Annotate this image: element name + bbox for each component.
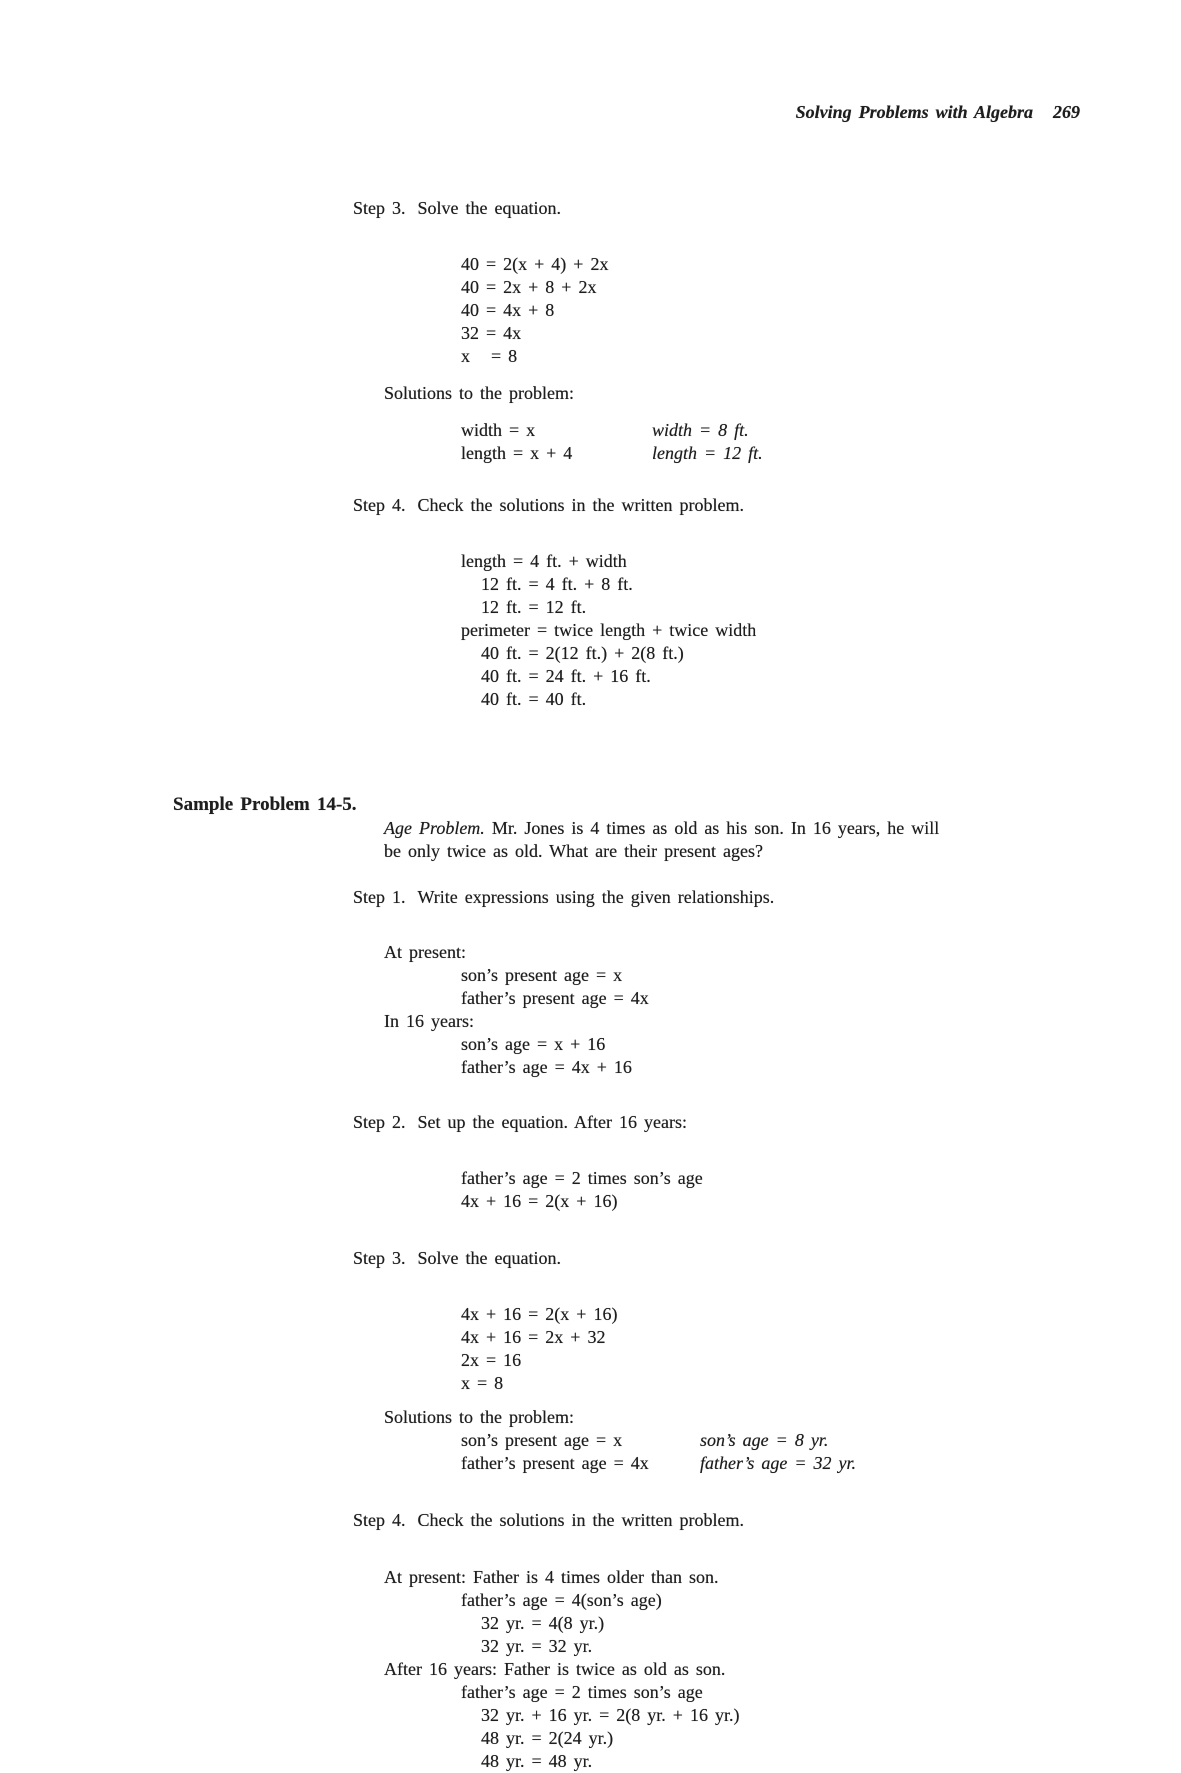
expression-line: father’s age = 4x + 16 xyxy=(461,1057,632,1077)
check-line: 40 ft. = 24 ft. + 16 ft. xyxy=(481,666,651,686)
statement-rest: Mr. Jones is 4 times as old as his son. In 16 years, he will xyxy=(484,818,940,838)
step-4-heading xyxy=(311,471,1181,540)
check-line: 32 yr. = 4(8 yr.) xyxy=(481,1613,605,1633)
expression-line: At present: xyxy=(384,942,466,962)
check-line: 12 ft. = 4 ft. + 8 ft. xyxy=(481,574,633,594)
check-line: father’s age = 2 times son’s age xyxy=(461,1682,703,1702)
solution-symbolic: father’s present age = 4x xyxy=(461,1453,649,1473)
step-3-heading xyxy=(311,174,1181,243)
step-label: Step 4. xyxy=(353,495,406,515)
solution-symbolic: width = x xyxy=(461,420,536,440)
step-text: Set up the equation. After 16 years: xyxy=(417,1112,687,1132)
step-text: Solve the equation. xyxy=(417,198,561,218)
step-label: Step 4. xyxy=(353,1510,406,1530)
check-line: After 16 years: Father is twice as old as son. xyxy=(384,1659,726,1679)
solution-row xyxy=(461,1452,1181,1475)
check-line: 48 yr. = 2(24 yr.) xyxy=(481,1728,614,1748)
solution-value: length = 12 ft. xyxy=(652,443,763,463)
solution-row xyxy=(461,1429,1181,1452)
step-3-heading xyxy=(311,1224,1181,1293)
equation-line: 40 = 2x + 8 + 2x xyxy=(461,277,597,297)
equation-line: 4x + 16 = 2(x + 16) xyxy=(461,1191,618,1211)
check-line: length = 4 ft. + width xyxy=(461,551,627,571)
solution-row xyxy=(461,419,1181,442)
check-line: 12 ft. = 12 ft. xyxy=(481,597,587,617)
equation-line: x = 8 xyxy=(461,346,518,366)
step-4-heading xyxy=(311,1486,1181,1555)
check-block xyxy=(0,550,1181,711)
step-1-heading xyxy=(311,863,1181,932)
solution-value: son’s age = 8 yr. xyxy=(700,1430,829,1450)
equation-line: 4x + 16 = 2x + 32 xyxy=(461,1327,606,1347)
equation-line: x = 8 xyxy=(461,1373,504,1393)
equation-line: father’s age = 2 times son’s age xyxy=(461,1168,703,1188)
step-text: Check the solutions in the written problem. xyxy=(417,495,744,515)
step-2-heading xyxy=(311,1088,1181,1157)
check-line: perimeter = twice length + twice width xyxy=(461,620,757,640)
equation-block xyxy=(0,1303,1181,1395)
perimeter-problem-section xyxy=(0,174,1181,711)
expression-line: father’s present age = 4x xyxy=(461,988,649,1008)
equation-line: 2x = 16 xyxy=(461,1350,522,1370)
statement-line xyxy=(384,817,1181,840)
solution-symbolic: length = x + 4 xyxy=(461,443,573,463)
solution-symbolic: son’s present age = x xyxy=(461,1430,623,1450)
statement-line: be only twice as old. What are their present ages? xyxy=(384,841,764,861)
expression-line: son’s present age = x xyxy=(461,965,623,985)
solution-value: width = 8 ft. xyxy=(652,420,749,440)
solutions-block xyxy=(0,419,1181,465)
equation-line: 40 = 2(x + 4) + 2x xyxy=(461,254,609,274)
expressions-block xyxy=(0,941,1181,1079)
equation-line: 40 = 4x + 8 xyxy=(461,300,555,320)
check-line: 40 ft. = 40 ft. xyxy=(481,689,587,709)
sample-problem-heading: Sample Problem 14-5. xyxy=(173,794,357,815)
check-line: 40 ft. = 2(12 ft.) + 2(8 ft.) xyxy=(481,643,684,663)
age-problem-section xyxy=(0,793,1181,1773)
step-label: Step 2. xyxy=(353,1112,406,1132)
step-text: Solve the equation. xyxy=(417,1248,561,1268)
equation-line: 32 = 4x xyxy=(461,323,522,343)
step-label: Step 3. xyxy=(353,198,406,218)
step-text: Check the solutions in the written problem. xyxy=(417,1510,744,1530)
step-label: Step 1. xyxy=(353,887,406,907)
solution-value: father’s age = 32 yr. xyxy=(700,1453,856,1473)
solutions-block xyxy=(0,1429,1181,1475)
check-line: 48 yr. = 48 yr. xyxy=(481,1751,593,1771)
statement-lead: Age Problem. xyxy=(384,818,485,838)
setup-block xyxy=(0,1167,1181,1213)
equation-block xyxy=(0,253,1181,368)
check-block xyxy=(0,1566,1181,1773)
problem-statement xyxy=(0,817,1181,863)
check-line: 32 yr. = 32 yr. xyxy=(481,1636,593,1656)
step-text: Write expressions using the given relationships. xyxy=(417,887,775,907)
check-line: 32 yr. + 16 yr. = 2(8 yr. + 16 yr.) xyxy=(481,1705,740,1725)
running-head xyxy=(0,78,1181,147)
solutions-heading: Solutions to the problem: xyxy=(384,383,574,403)
expression-line: son’s age = x + 16 xyxy=(461,1034,606,1054)
solution-row xyxy=(461,442,1181,465)
running-head-title: Solving Problems with Algebra xyxy=(795,102,1033,122)
page-number: 269 xyxy=(1053,102,1080,122)
check-line: father’s age = 4(son’s age) xyxy=(461,1590,662,1610)
step-label: Step 3. xyxy=(353,1248,406,1268)
check-line: At present: Father is 4 times older than son. xyxy=(384,1567,719,1587)
equation-line: 4x + 16 = 2(x + 16) xyxy=(461,1304,618,1324)
expression-line: In 16 years: xyxy=(384,1011,474,1031)
solutions-heading: Solutions to the problem: xyxy=(384,1407,574,1427)
